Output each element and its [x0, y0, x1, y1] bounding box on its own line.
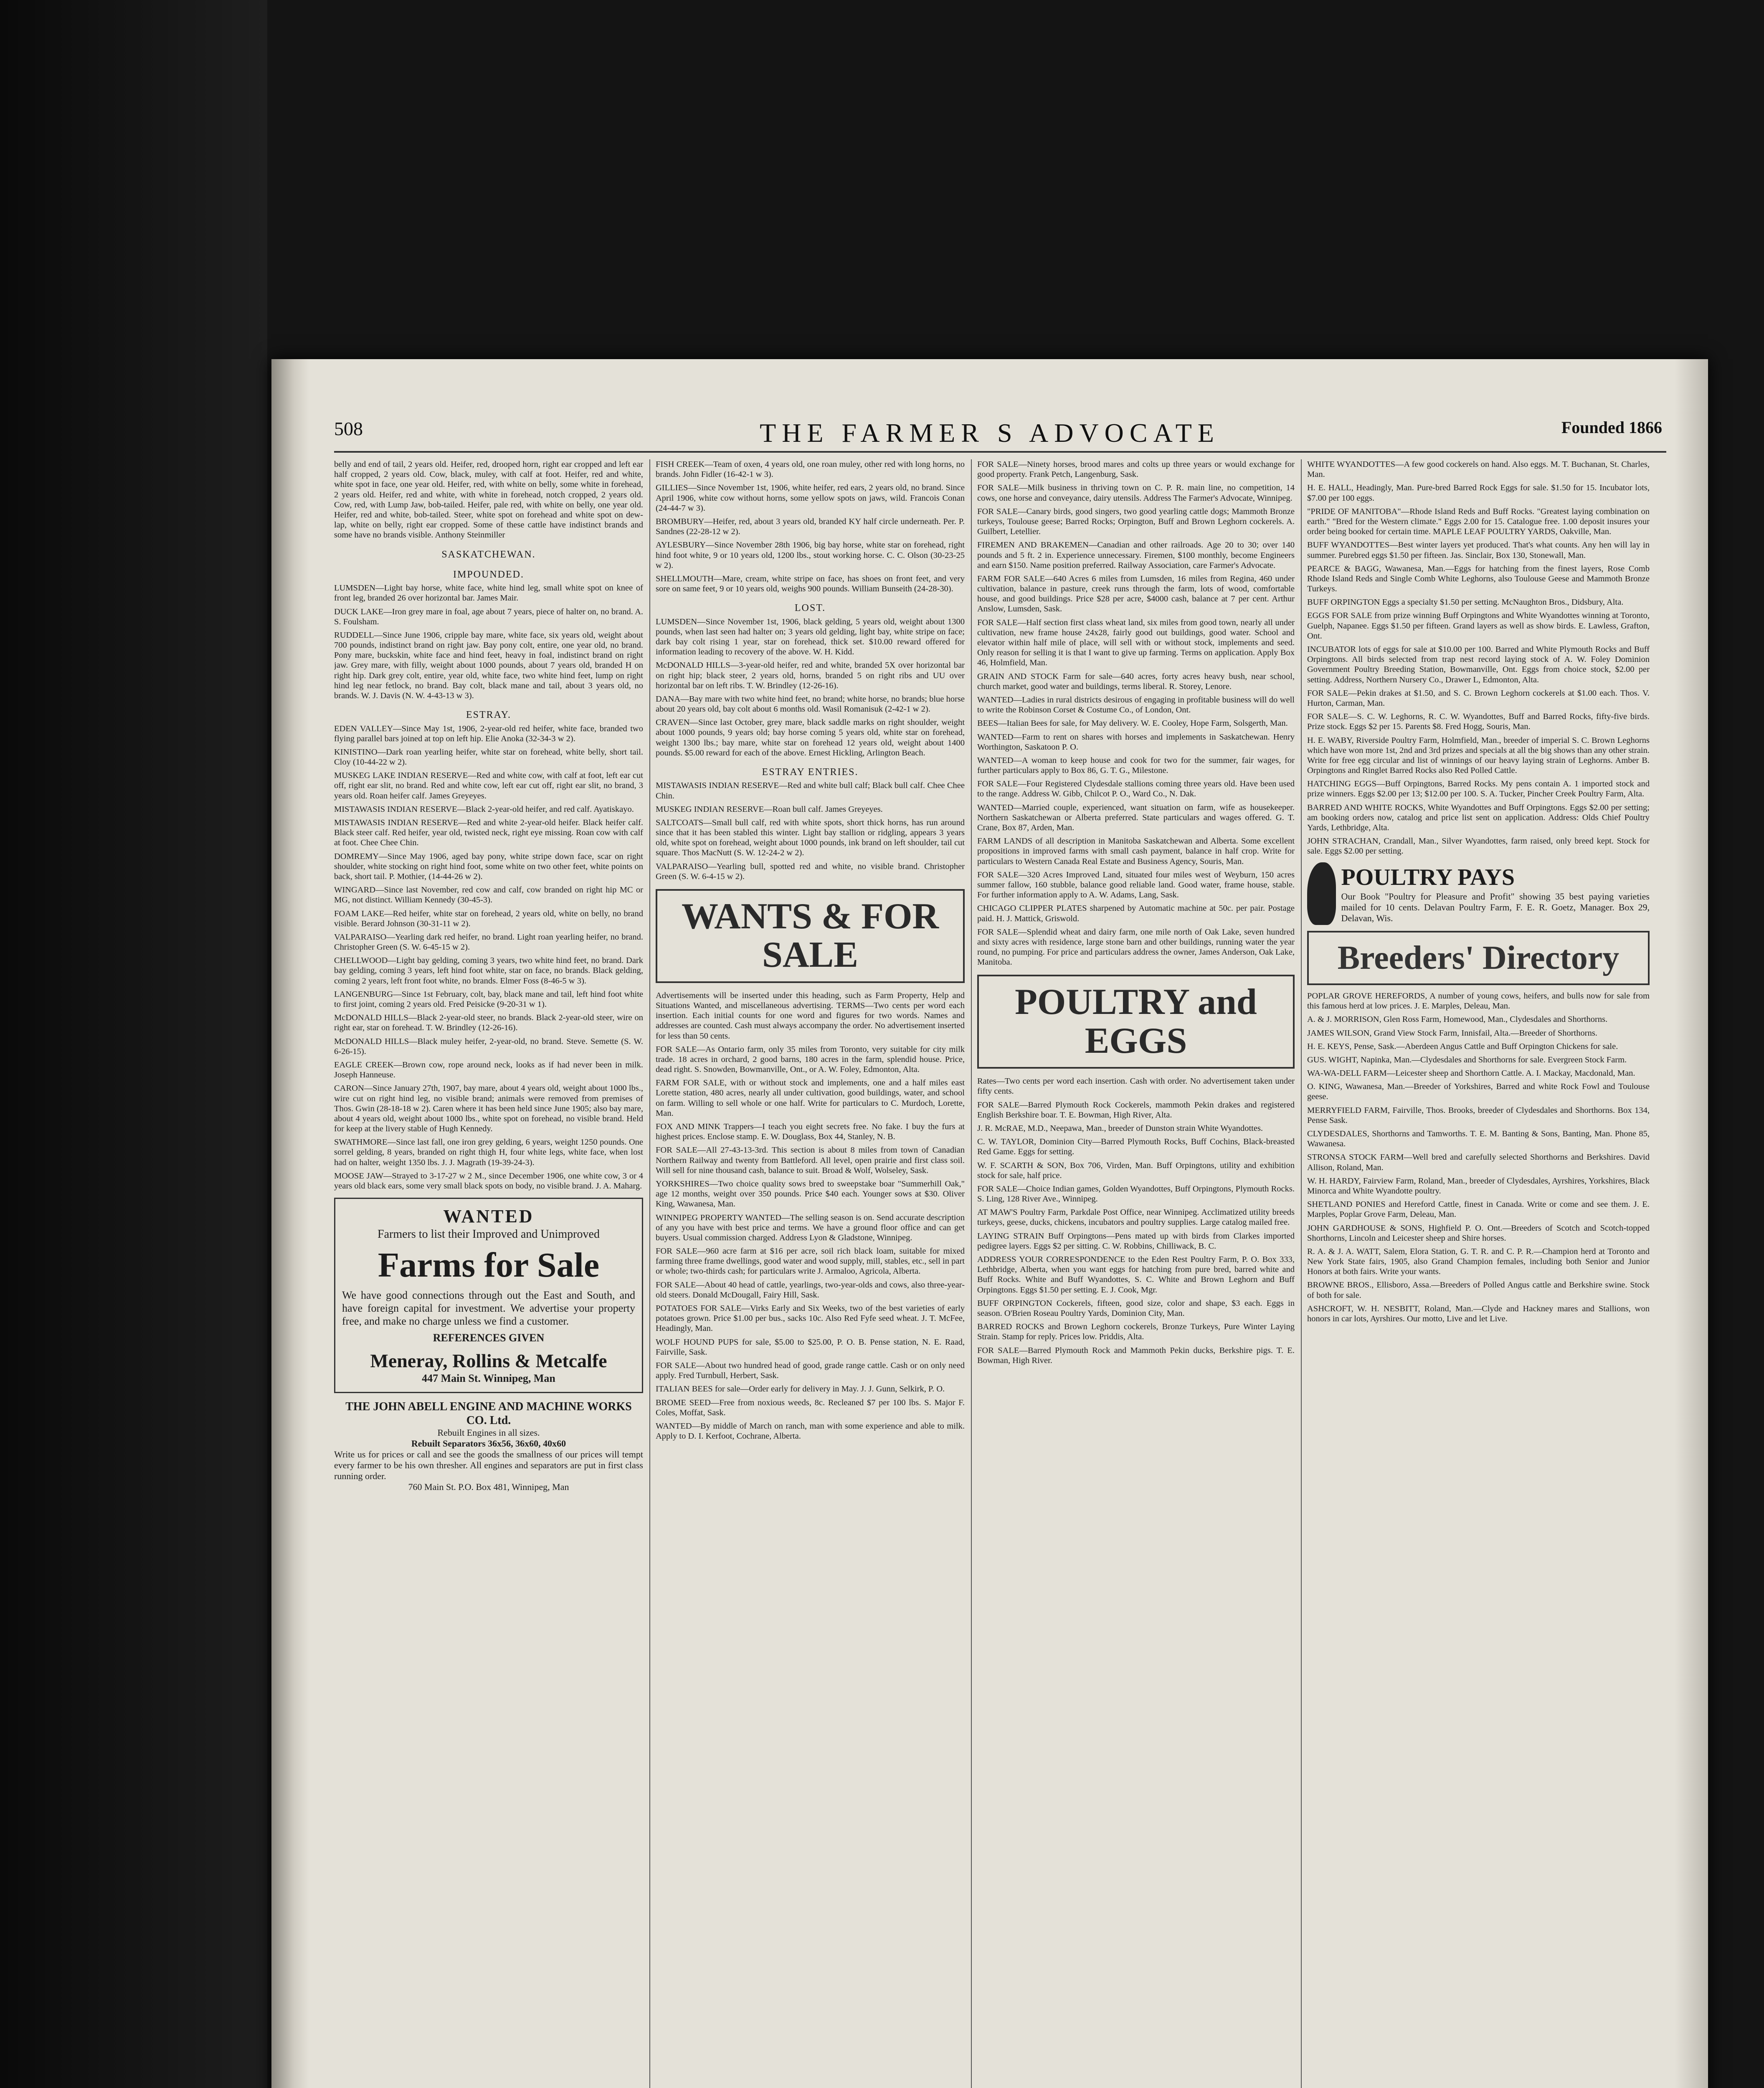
list-item: FOR SALE—Ninety horses, brood mares and colts up three years or would exchange for good property. Frank Petch, Langenburg, Sask.: [977, 460, 1295, 479]
list-item: FOR SALE—Four Registered Clydesdale stallions coming three years old. Have been used to the range. Address W. Gibb, Chilcot P. O., Ward Co., N. Dak.: [977, 779, 1295, 799]
list-item: WANTED—Ladies in rural districts desirous of engaging in profitable business will do well to write the Robinson Corset & Costume Co., of London, Ont.: [977, 695, 1295, 715]
list-item: FOAM LAKE—Red heifer, white star on forehead, 2 years old, white on belly, no brand visible. Berard Johnson (30-31-11 w 2).: [334, 909, 643, 928]
list-item: WOLF HOUND PUPS for sale, $5.00 to $25.00, P. O. B. Pense station, N. E. Raad, Fairville, Sask.: [656, 1337, 965, 1357]
list-item: JOHN GARDHOUSE & SONS, Highfield P. O. Ont.—Breeders of Scotch and Scotch-topped Shorthorns, Lincoln and Leicester sheep and Shire horses.: [1307, 1223, 1650, 1243]
list-item: POTATOES FOR SALE—Virks Early and Six Weeks, two of the best varieties of early potatoes grown. Price $1.00 per bus., sacks 10c. Also Red Fyfe seed wheat. J. T. McFee, Headingly, Man.: [656, 1304, 965, 1333]
list-item: VALPARAISO—Yearling bull, spotted red and white, no visible brand. Christopher Green (S. W. 6-4-15 w 2).: [656, 862, 965, 881]
list-item: GUS. WIGHT, Napinka, Man.—Clydesdales and Shorthorns for sale. Evergreen Stock Farm.: [1307, 1055, 1627, 1064]
ad-subheading: Farmers to list their Improved and Unimproved: [378, 1228, 600, 1241]
list-item: LAYING STRAIN Buff Orpingtons—Pens mated up with birds from Clarkes imported pedigree layers. Eggs $2 per sitting. C. W. Robbins, Chilliwack, B. C.: [977, 1231, 1295, 1251]
page-binding-shadow: [271, 359, 309, 2088]
list-item: WHITE WYANDOTTES—A few good cockerels on hand. Also eggs. M. T. Buchanan, St. Charles, Man.: [1307, 460, 1650, 479]
poultry-pays-ad: [1307, 862, 1650, 925]
ad-address: 447 Main St. Winnipeg, Man: [422, 1372, 555, 1385]
column-4: [1307, 459, 1650, 2088]
list-item: J. R. McRAE, M.D., Neepawa, Man., breeder of Dunston strain White Wyandottes.: [977, 1123, 1263, 1133]
list-item: WINGARD—Since last November, red cow and calf, cow branded on right hip MC or MG, not distinct. William Kennedy (30-45-3).: [334, 885, 643, 905]
list-item: McDONALD HILLS—Black muley heifer, 2-year-old, no brand. Steve. Semette (S. W. 6-26-15).: [334, 1036, 643, 1056]
list-item: ADDRESS YOUR CORRESPONDENCE to the Eden Rest Poultry Farm, P. O. Box 333, Lethbridge, Alberta, when you want eggs for hatching from pure bred, barred white and Buff Rocks. White and Buff Wyandottes, S. C. White and Brown Leghorn and Buff Orpingtons. Eggs $1.50 per setting. E. J. Cook, Mgr.: [977, 1255, 1295, 1295]
list-item: MERRYFIELD FARM, Fairville, Thos. Brooks, breeder of Clydesdales and Shorthorns. Box 134, Pense Sask.: [1307, 1105, 1650, 1125]
list-item: MISTAWASIS INDIAN RESERVE—Red and white 2-year-old heifer. Black heifer calf. Black steer calf. Red heifer, year old, twisted neck, right eye missing. Roan cow with calf at foot. Chee Chee Chin.: [334, 818, 643, 848]
list-item: POPLAR GROVE HEREFORDS, A number of young cows, heifers, and bulls now for sale from this famous herd at low prices. J. E. Marples, Deleau, Man.: [1307, 991, 1650, 1011]
ad-body: We have good connections through out the East and South, and have foreign capital for investment. We advertise your property free, and make no charge unless we find a customer.: [342, 1289, 635, 1327]
list-item: FOR SALE—Pekin drakes at $1.50, and S. C. Brown Leghorn cockerels at $1.00 each. Thos. V. Hurton, Carman, Man.: [1307, 688, 1650, 708]
list-item: AT MAW'S Poultry Farm, Parkdale Post Office, near Winnipeg. Acclimatized utility breeds turkeys, geese, ducks, chickens, incubators and poultry supplies. Large catalog mailed free.: [977, 1208, 1295, 1227]
rooster-icon: [1307, 862, 1336, 925]
masthead: THE FARMER S ADVOCATE: [760, 418, 1220, 448]
column-divider: [971, 459, 972, 2088]
column-divider: [649, 459, 650, 2088]
list-item: LUMSDEN—Light bay horse, white face, white hind leg, small white spot on knee of front leg, branded 26 over horizontal bar. James Mair.: [334, 583, 643, 603]
column-3: [977, 459, 1295, 2088]
list-item: FOR SALE—S. C. W. Leghorns, R. C. W. Wyandottes, Buff and Barred Rocks, fifty-five birds. Prize stock. Eggs $2 per 15. Parents $8. Fred Hogg, Souris, Man.: [1307, 712, 1650, 732]
list-item: STRONSA STOCK FARM—Well bred and carefully selected Shorthorns and Berkshires. David Allison, Roland, Man.: [1307, 1153, 1650, 1172]
list-item: BUFF ORPINGTON Cockerels, fifteen, good size, color and shape, $3 each. Eggs in season. O'Brien Roseau Poultry Yards, Dominion City, Man.: [977, 1298, 1295, 1318]
list-item: C. W. TAYLOR, Dominion City—Barred Plymouth Rocks, Buff Cochins, Black-breasted Red Game. Eggs for setting.: [977, 1137, 1295, 1157]
page-edge: [1675, 359, 1708, 2088]
list-item: GRAIN AND STOCK Farm for sale—640 acres, forty acres heavy bush, near school, church market, good water and buildings, terms liberal. R. Storey, Lenore.: [977, 672, 1295, 691]
list-item: RUDDELL—Since June 1906, cripple bay mare, white face, six years old, weight about 700 pounds, indistinct brand on right jaw. Bay pony colt, entire, one year old, no brand. Pony mare, buckskin, white face and hind feet, heavy in foal, indistinct brand on right jaw. Grey mare, with filly, weight about 1000 pounds, about 7 years old, branded H on right hip. Dark grey colt, entire, year old, white face, two white hind feet, lump on right hind leg near fetlock, no brand. Bay colt, black mane and tail, about 3 years old, no brands. W. J. Davis (N. W. 4-43-13 w 3).: [334, 630, 643, 700]
list-item: CRAVEN—Since last October, grey mare, black saddle marks on right shoulder, weight about 1000 pounds, 9 years old; bay horse coming 5 years old, white star on forehead, weight 1300 lbs.; bay mare, white star on forehead 12 years old, weight about 1400 pounds. $5.00 reward for each of the above. Ernest Hickling, Arlington Beach.: [656, 718, 965, 758]
ad-title: Farms for Sale: [378, 1246, 600, 1285]
list-item: SHETLAND PONIES and Hereford Cattle, finest in Canada. Write or come and see them. J. E. Marples, Poplar Grove Farm, Deleau, Man.: [1307, 1200, 1650, 1219]
list-item: FOX AND MINK Trappers—I teach you eight secrets free. No fake. I buy the furs at highest prices. Enclose stamp. E. W. Douglass, Box 44, Stanley, N. B.: [656, 1122, 965, 1142]
newspaper-page: [271, 359, 1708, 2088]
ad-title: POULTRY PAYS: [1341, 864, 1515, 890]
column-1: [334, 459, 643, 2088]
list-item: FOR SALE—320 Acres Improved Land, situated four miles west of Weyburn, 150 acres summer fallow, 160 stubble, balance good reliable land. Good water, frame house, stable. For further information apply to A. W. Adams, Lang, Sask.: [977, 870, 1295, 900]
list-item: PEARCE & BAGG, Wawanesa, Man.—Eggs for hatching from the finest layers, Rose Comb Rhode Island Reds and Single Comb White Leghorns, also Toulouse Geese and Mammoth Bronze Turkeys.: [1307, 564, 1650, 594]
farms-for-sale-ad: [334, 1198, 643, 1393]
list-item: LUMSDEN—Since November 1st, 1906, black gelding, 5 years old, weight about 1300 pounds, when last seen had halter on; 3 years old gelding, light bay, white stripe on face; dark bay colt rising 1 year, star on forehead, thick set. $10.00 reward offered for information leading to recovery of the above. W. H. Kidd.: [656, 617, 965, 657]
section-heading: SASKATCHEWAN.: [441, 549, 536, 560]
list-item: H. E. WABY, Riverside Poultry Farm, Holmfield, Man., breeder of imperial S. C. Brown Leghorns which have won more 1st, 2nd and 3rd prizes and specials at all the big shows than any other strain. Write for free egg circular and list of winnings of our heavy laying strain of Leghorns. Amber B. Orpingtons and Ringlet Barred Rocks also Red Polled Cattle.: [1307, 735, 1650, 775]
list-item: MUSKEG INDIAN RESERVE—Roan bull calf. James Greyeyes.: [656, 804, 883, 814]
ad-line: Rebuilt Engines in all sizes.: [437, 1427, 540, 1438]
list-item: EAGLE CREEK—Brown cow, rope around neck, looks as if had never been in milk. Joseph Hanneuse.: [334, 1060, 643, 1080]
list-item: WANTED—By middle of March on ranch, man with some experience and able to milk. Apply to D. I. Kerfoot, Cochrane, Alberta.: [656, 1421, 965, 1441]
list-item: DUCK LAKE—Iron grey mare in foal, age about 7 years, piece of halter on, no brand. A. S. Foulsham.: [334, 607, 643, 626]
list-item: FOR SALE—About two hundred head of good, grade range cattle. Cash or on only need apply. Fred Turnbull, Herbert, Sask.: [656, 1361, 965, 1381]
list-item: FOR SALE—Splendid wheat and dairy farm, one mile north of Oak Lake, seven hundred and sixty acres with residence, large stone barn and other buildings, running water the year round, no pumping. For price and particulars address the owner, James Anderson, Oak Lake, Manitoba.: [977, 927, 1295, 967]
banner-title: Breeders' Directory: [1337, 939, 1620, 976]
list-item: FOR SALE—As Ontario farm, only 35 miles from Toronto, very suitable for city milk trade. 18 acres in orchard, 2 good barns, 180 acres in the farm, splendid house. Price, dead right. S. Snowden, Bowmanville, Ont., or A. W. Foley, Edmonton, Alta.: [656, 1044, 965, 1074]
list-item: MISTAWASIS INDIAN RESERVE—Red and white bull calf; Black bull calf. Chee Chee Chin.: [656, 781, 965, 801]
list-item: ITALIAN BEES for sale—Order early for delivery in May. J. J. Gunn, Selkirk, P. O.: [656, 1384, 945, 1394]
list-item: A. & J. MORRISON, Glen Ross Farm, Homewood, Man., Clydesdales and Shorthorns.: [1307, 1015, 1608, 1024]
list-item: SHELLMOUTH—Mare, cream, white stripe on face, has shoes on front feet, and very sore on same feet, 9 or 10 years old, weighs 900 pounds. William Bunseith (24-28-30).: [656, 574, 965, 594]
list-item: JAMES WILSON, Grand View Stock Farm, Innisfail, Alta.—Breeder of Shorthorns.: [1307, 1028, 1597, 1038]
list-item: EDEN VALLEY—Since May 1st, 1906, 2-year-old red heifer, white face, branded two flying parallel bars joined at top on left hip. Elie Anoka (32-34-3 w 2).: [334, 724, 643, 743]
breeders-directory-banner: [1307, 931, 1650, 985]
list-item: DANA—Bay mare with two white hind feet, no brand; white horse, no brands; blue horse about 20 years old, bay colt about 6 months old. Wasil Romanisuk (2-42-1 w 2).: [656, 694, 965, 714]
section-intro: Rates—Two cents per word each insertion. Cash with order. No advertisement taken under fifty cents.: [977, 1077, 1295, 1096]
header-rule: [334, 451, 1666, 453]
abell-ad: [334, 1400, 643, 1493]
ad-line: Rebuilt Separators 36x56, 36x60, 40x60: [411, 1438, 566, 1449]
list-item: McDONALD HILLS—Black 2-year-old steer, no brands. Black 2-year-old steer, wire on right ear, star on forehead. T. W. Brindley (12-26-16).: [334, 1013, 643, 1033]
section-heading: LOST.: [794, 603, 826, 614]
list-item: WANTED—Married couple, experienced, want situation on farm, wife as housekeeper. Northern Saskatchewan or Alberta preferred. State particulars and wages offered. G. T. Crane, Box 87, Arden, Man.: [977, 803, 1295, 832]
list-item: KINISTINO—Dark roan yearling heifer, white star on forehead, white belly, short tail. Cloy (10-44-22 w 2).: [334, 747, 643, 767]
list-item: MOOSE JAW—Strayed to 3-17-27 w 2 M., since December 1906, one white cow, 3 or 4 years old black ears, some very small black spots on body, no visible brand. J. A. Maharg.: [334, 1171, 643, 1191]
list-item: HATCHING EGGS—Buff Orpingtons, Barred Rocks. My pens contain A. 1 imported stock and prize winners. Eggs $2.00 per 13; $12.00 per 100. S. A. Tucker, Pincher Creek Poultry Farm, Alta.: [1307, 779, 1650, 799]
list-item: "PRIDE OF MANITOBA"—Rhode Island Reds and Buff Rocks. "Greatest laying combination on earth." "Bred for the Western climate." Eggs 2.00 for 15. Catalogue free. 1.00 deposit insures your order being booked for certain time. MAPLE LEAF POULTRY YARDS, Oakville, Man.: [1307, 507, 1650, 537]
list-item: WA-WA-DELL FARM—Leicester sheep and Shorthorn Cattle. A. I. Mackay, Macdonald, Man.: [1307, 1069, 1635, 1078]
column-divider: [1301, 459, 1302, 2088]
list-item: W. F. SCARTH & SON, Box 706, Virden, Man. Buff Orpingtons, utility and exhibition stock for sale, half price.: [977, 1161, 1295, 1180]
list-item: CLYDESDALES, Shorthorns and Tamworths. T. E. M. Banting & Sons, Banting, Man. Phone 85, Wawanesa.: [1307, 1129, 1650, 1149]
list-item: FOR SALE—960 acre farm at $16 per acre, soil rich black loam, suitable for mixed farming three frame dwellings, good water and wood supply, mill, stables, etc., sell in part or whole; two-thirds cash; for particulars write J. Armaloo, Agricola, Alberta.: [656, 1247, 965, 1276]
ad-firm-name: Meneray, Rollins & Metcalfe: [370, 1350, 607, 1371]
list-item: FARM LANDS of all description in Manitoba Saskatchewan and Alberta. Some excellent propositions in improved farms with small cash payment, balance in half crop. Write for particulars to Western Canada Real Estate and Business Agency, Souris, Man.: [977, 836, 1295, 866]
list-item: SWATHMORE—Since last fall, one iron grey gelding, 6 years, weight 1250 pounds. One sorrel gelding, 8 years, branded on right thigh H, four white legs, white face, when lost had on halter, weight 1350 lbs. J. J. Magrath (19-39-24-3).: [334, 1138, 643, 1167]
ad-address: 760 Main St. P.O. Box 481, Winnipeg, Man: [408, 1481, 569, 1492]
list-item: CARON—Since January 27th, 1907, bay mare, about 4 years old, weight about 1000 lbs., wire cut on right hind leg, no visible brand; animals were removed from premises of Thos. Gwin (28-18-18 w 2). Caren where it has been held since June 1905; also bay mare, about 4 years old, weight about 1000 lbs., white spot on forehead, no visible brand. Held for keep at the livery stable of Hugh Kennedy.: [334, 1084, 643, 1134]
list-item: BARRED ROCKS and Brown Leghorn cockerels, Bronze Turkeys, Pure Winter Laying Strain. Stamp for reply. Prices low. Priddis, Alta.: [977, 1322, 1295, 1342]
list-item: FOR SALE—Half section first class wheat land, six miles from good town, nearly all under cultivation, new frame house 24x28, fairly good out buildings, good water. School and elevator within half mile of place, will sell with or without stock, implements and seed. Only reason for selling it is that I want to give up farming. Terms on application. Apply Box 46, Holmfield, Man.: [977, 618, 1295, 668]
list-item: FOR SALE—Barred Plymouth Rock Cockerels, mammoth Pekin drakes and registered English Berkshire boar. T. E. Bowman, High River, Alta.: [977, 1100, 1295, 1120]
wants-for-sale-banner: [656, 889, 965, 983]
ad-heading: WANTED: [443, 1206, 534, 1227]
list-item: BUFF WYANDOTTES—Best winter layers yet produced. That's what counts. Any hen will lay in summer. Purebred eggs $1.50 per fifteen. Jas. Sinclair, Box 130, Stonewall, Man.: [1307, 540, 1650, 560]
list-item: INCUBATOR lots of eggs for sale at $10.00 per 100. Barred and White Plymouth Rocks and Buff Orpingtons. All birds selected from trap nest record laying stock of A. W. Foley Dominion Government Poultry Breeding Station, Bowmanville, Ont. Eggs from choice stock, $2.00 per setting. Address, Northern Nursery Co., Drawer L, Edmonton, Alta.: [1307, 645, 1650, 684]
list-item: BROME SEED—Free from noxious weeds, 8c. Recleaned $7 per 100 lbs. S. Major F. Coles, Moffat, Sask.: [656, 1398, 965, 1417]
list-item: JOHN STRACHAN, Crandall, Man., Silver Wyandottes, farm raised, only breed kept. Stock for sale. Eggs $2.00 per setting.: [1307, 836, 1650, 856]
ad-text-block: [1341, 864, 1650, 924]
list-item: CHELLWOOD—Light bay gelding, coming 3 years, two white hind feet, no brand. Dark bay gelding, coming 3 years, left hind foot white, star on face, no brands. Black gelding, coming 2 years, left front foot white, no brands. Elmer Foss (8-46-5 w 3).: [334, 956, 643, 986]
list-item: WANTED—A woman to keep house and cook for two for the summer, fair wages, for further particulars apply to Box 86, G. T. G., Milestone.: [977, 755, 1295, 775]
scanner-background: [0, 0, 267, 2088]
list-item: McDONALD HILLS—3-year-old heifer, red and white, branded 5X over horizontal bar on right hip; black steer, 2 years old, horns, branded 5 on right ribs and UU over horizontal bar on left ribs. T. W. Brindley (12-26-16).: [656, 661, 965, 690]
list-item: DOMREMY—Since May 1906, aged bay pony, white stripe down face, scar on right shoulder, white stocking on right hind foot, some white on two other feet, white points on back, short tail. P. Mothier, (14-44-26 w 2).: [334, 851, 643, 881]
ad-title: THE JOHN ABELL ENGINE AND MACHINE WORKS CO. Ltd.: [345, 1400, 632, 1427]
banner-title: WANTS & FOR SALE: [681, 896, 939, 976]
list-item: FARM FOR SALE—640 Acres 6 miles from Lumsden, 16 miles from Regina, 460 under cultivation, balance in pasture, creek runs through the farm, lots of wood, comfortable house, and good buildings. Price $28 per acre, $4000 cash, balance at 7 per cent. Arthur Anslow, Lumsden, Sask.: [977, 574, 1295, 614]
list-item: SALTCOATS—Small bull calf, red with white spots, short thick horns, has run around since that it has been stabled this winter. Light bay stallion or ridgling, appears 3 years old, white spot on forehead, weight about 1000 pounds, ink brand on left shoulder, tail cut square. Thos MacNutt (S. W. 12-24-2 w 2).: [656, 818, 965, 858]
list-item: ASHCROFT, W. H. NESBITT, Roland, Man.—Clyde and Hackney mares and Stallions, won honors in car lots, Ayrshires. Our motto, Live and let Live.: [1307, 1304, 1650, 1324]
list-item: FOR SALE—Choice Indian games, Golden Wyandottes, Buff Orpingtons, Plymouth Rocks. S. Ling, 128 River Ave., Winnipeg.: [977, 1184, 1295, 1204]
ad-text: belly and end of tail, 2 years old. Heifer, red, drooped horn, right ear cropped and left ear half cropped, 2 years old. Cow, black, muley, with calf at foot. Heifer, red and white, white spot in face, one year old. Heifer, red, with white on belly, some white in forehead, 2 years old. Heifer, red and white, with white in forehead, notch cropped, 2 years old. Cow, red, with Lump Jaw, bob-tailed. Heifer, pale red, with white on belly, one year old. Heifer, red and white, bob-tailed. Steer, white spot on forehead and white spot on dew-lap, white on belly, right ear cropped. Some of these cattle have indistinct brands and some have no brands visible. Anthony Steinmiller: [334, 460, 643, 540]
list-item: FIREMEN AND BRAKEMEN—Canadian and other railroads. Age 20 to 30; over 140 pounds and 5 ft. 2 in. Experience unnecessary. Firemen, $100 monthly, become Engineers and earn $150. Name position preferred. Railway Association, care Farmer's Advocate.: [977, 540, 1295, 570]
list-item: FISH CREEK—Team of oxen, 4 years old, one roan muley, other red with long horns, no brands. John Fidler (16-42-1 w 3).: [656, 460, 965, 479]
list-item: BUFF ORPINGTON Eggs a specialty $1.50 per setting. McNaughton Bros., Didsbury, Alta.: [1307, 598, 1624, 607]
list-item: AYLESBURY—Since November 28th 1906, big bay horse, white star on forehead, right hind foot white, 9 or 10 years old, 1200 lbs., stout working horse. C. C. Olson (30-23-25 w 2).: [656, 540, 965, 570]
column-2: [656, 459, 965, 2088]
founded-label: Founded 1866: [1561, 418, 1662, 437]
section-intro: Advertisements will be inserted under this heading, such as Farm Property, Help and Situations Wanted, and miscellaneous advertising. TERMS—Two cents per word each insertion. Each initial counts for one word and figures for two words. Names and addresses are counted. Cash must always accompany the order. No advertisement inserted for less than 50 cents.: [656, 991, 965, 1041]
list-item: FOR SALE—Canary birds, good singers, two good yearling cattle dogs; Mammoth Bronze turkeys, Toulouse geese; Barred Rocks; Orpington, Buff and Brown Leghorn cockerels. A. Guilbert, Letellier.: [977, 507, 1295, 537]
list-item: CHICAGO CLIPPER PLATES sharpened by Automatic machine at 50c. per pair. Postage paid. H. J. Mattick, Griswold.: [977, 904, 1295, 923]
list-item: BARRED AND WHITE ROCKS, White Wyandottes and Buff Orpingtons. Eggs $2.00 per setting; am booking orders now, catalog and price list sent on application. Address: Olds Chief Poultry Yards, Lethbridge, Alta.: [1307, 803, 1650, 832]
section-heading: ESTRAY ENTRIES.: [762, 767, 859, 778]
list-item: WANTED—Farm to rent on shares with horses and implements in Saskatchewan. Henry Worthington, Saskatoon P. O.: [977, 732, 1295, 752]
list-item: EGGS FOR SALE from prize winning Buff Orpingtons and White Wyandottes winning at Toronto, Guelph, Napanee. Eggs $1.50 per fifteen. Grand layers as well as show birds. E. Lawless, Grafton, Ont.: [1307, 611, 1650, 641]
page-number: 508: [334, 418, 363, 439]
ad-body: Write us for prices or call and see the goods the smallness of our prices will tempt every farmer to be his own thresher. All engines and separators are put in first class running order.: [334, 1449, 643, 1481]
list-item: O. KING, Wawanesa, Man.—Breeder of Yorkshires, Barred and white Rock Fowl and Toulouse geese.: [1307, 1082, 1650, 1102]
list-item: GILLIES—Since November 1st, 1906, white heifer, red ears, 2 years old, no brand. Since April 1906, white cow without horns, some yellow spots on jaws, wild. Francois Conan (24-44-7 w 3).: [656, 483, 965, 513]
list-item: WINNIPEG PROPERTY WANTED—The selling season is on. Send accurate description of any you have with best price and terms. We have a ground floor office and can get buyers. Usual commission charged. Address Lyon & Gladstone, Winnipeg.: [656, 1213, 965, 1242]
list-item: H. E. HALL, Headingly, Man. Pure-bred Barred Rock Eggs for sale. $1.50 for 15. Incubator lots, $7.00 per 100 eggs.: [1307, 483, 1650, 503]
list-item: R. A. & J. A. WATT, Salem, Elora Station, G. T. R. and C. P. R.—Champion herd at Toronto and New York State fairs, 1905, also Grand Champion females, including both Senior and Junior Honors at both fairs. Write your wants.: [1307, 1247, 1650, 1277]
list-item: MISTAWASIS INDIAN RESERVE—Black 2-year-old heifer, and red calf. Ayatiskayo.: [334, 804, 634, 814]
list-item: FOR SALE—Barred Plymouth Rock and Mammoth Pekin ducks, Berkshire pigs. T. E. Bowman, High River.: [977, 1346, 1295, 1365]
poultry-eggs-banner: [977, 975, 1295, 1069]
list-item: LANGENBURG—Since 1st February, colt, bay, black mane and tail, left hind foot white to first joint, coming 2 years old. Fred Peisicke (9-20-31 w 1).: [334, 989, 643, 1009]
list-item: FOR SALE—All 27-43-13-3rd. This section is about 8 miles from town of Canadian Northern Railway and twenty from Battleford. All level, open prairie and first class soil. Will sell for nine thousand cash, balance to suit. Broad & Wolf, Wolseley, Sask.: [656, 1145, 965, 1175]
list-item: BEES—Italian Bees for sale, for May delivery. W. E. Cooley, Hope Farm, Solsgerth, Man.: [977, 719, 1288, 728]
list-item: BROWNE BROS., Ellisboro, Assa.—Breeders of Polled Angus cattle and Berkshire swine. Stock of both for sale.: [1307, 1280, 1650, 1300]
list-item: FOR SALE—About 40 head of cattle, yearlings, two-year-olds and cows, also three-year-old steers. Donald McDougall, Fairy Hill, Sask.: [656, 1280, 965, 1300]
list-item: FOR SALE—Milk business in thriving town on C. P. R. main line, no competition, 14 cows, one horse and conveyance, dairy utensils. Address The Farmer's Advocate, Winnipeg.: [977, 483, 1295, 503]
list-item: VALPARAISO—Yearling dark red heifer, no brand. Light roan yearling heifer, no brand. Christopher Green (S. W. 6-45-15 w 2).: [334, 932, 643, 952]
list-item: YORKSHIRES—Two choice quality sows bred to sweepstake boar "Summerhill Oak," age 12 months, weight over 350 pounds. Price $40 each. Younger sows at $30. Oliver King, Wawanesa, Man.: [656, 1179, 965, 1209]
section-heading: ESTRAY.: [466, 710, 512, 721]
section-heading: IMPOUNDED.: [453, 569, 524, 580]
list-item: MUSKEG LAKE INDIAN RESERVE—Red and white cow, with calf at foot, left ear cut off, right ear slit, no brand. Red and white cow, left ear cut off, right ear slit, no brand, 3 years old. Roan heifer calf. James Greyeyes.: [334, 771, 643, 801]
list-item: H. E. KEYS, Pense, Sask.—Aberdeen Angus Cattle and Buff Orpington Chickens for sale.: [1307, 1041, 1618, 1051]
list-item: W. H. HARDY, Fairview Farm, Roland, Man., breeder of Clydesdales, Ayrshires, Yorkshires, Black Minorca and White Wyandotte poultry.: [1307, 1176, 1650, 1196]
list-item: FARM FOR SALE, with or without stock and implements, one and a half miles east Lorette station, 480 acres, nearly all under cultivation, good buildings, water, and school on farm. Willing to sell whole or one half. Write for particulars to C. Murdoch, Lorette, Man.: [656, 1078, 965, 1118]
ad-references: REFERENCES GIVEN: [433, 1332, 545, 1344]
list-item: BROMBURY—Heifer, red, about 3 years old, branded KY half circle underneath. Per. P. Sandnes (22-28-12 w 2).: [656, 517, 965, 537]
ad-body: Our Book "Poultry for Pleasure and Profit" showing 35 best paying varieties mailed for 10 cents. Delavan Poultry Farm, F. E. R. Goetz, Manager. Box 29, Delavan, Wis.: [1341, 891, 1650, 923]
banner-title: POULTRY and EGGS: [1015, 982, 1257, 1061]
